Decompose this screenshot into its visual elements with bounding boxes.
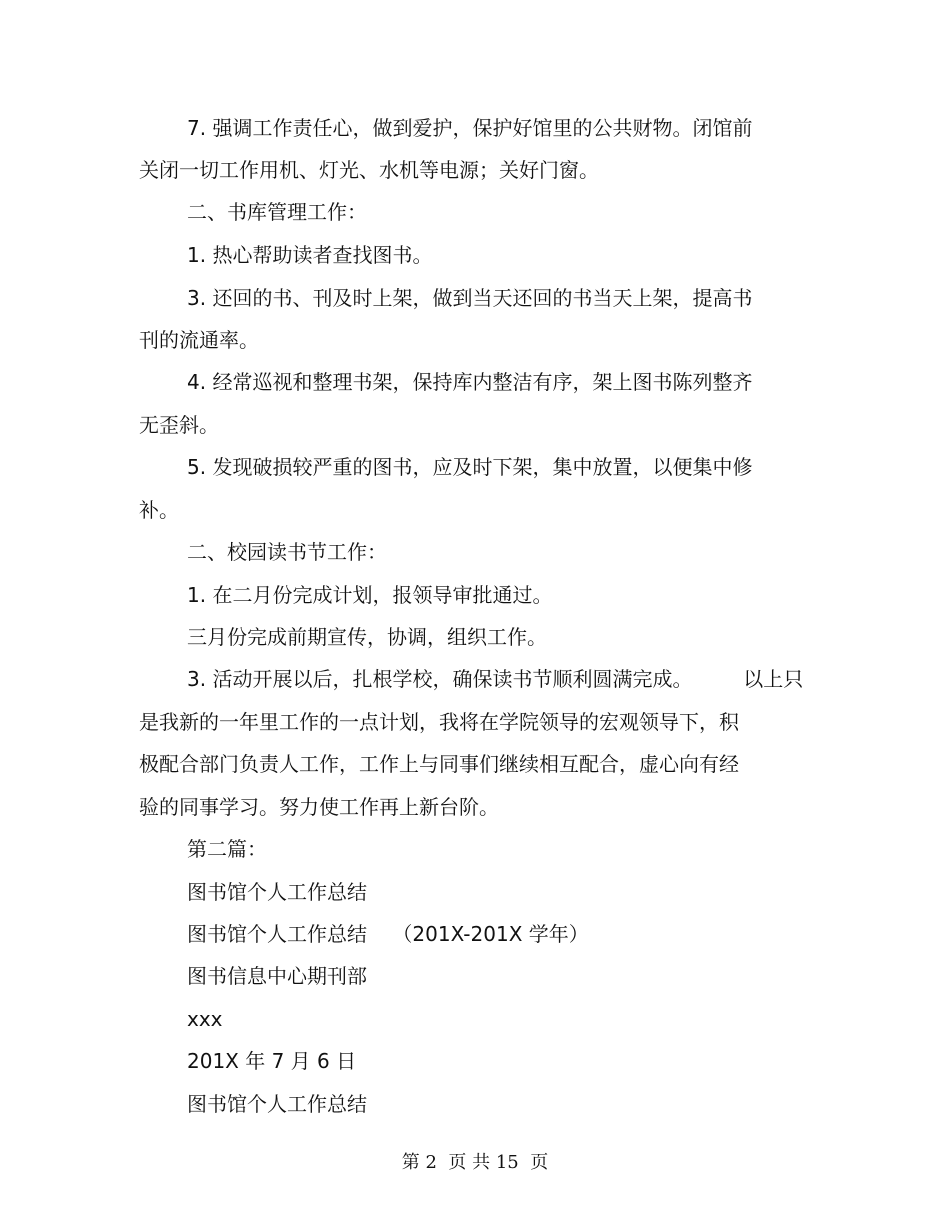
section-heading: 第二篇： <box>187 837 267 861</box>
text-line: 图书馆个人工作总结 <box>187 1092 367 1116</box>
text-line: 3. 还回的书、刊及时上架，做到当天还回的书当天上架，提高书 <box>187 286 753 310</box>
text-line: 4. 经常巡视和整理书架，保持库内整洁有序，架上图书陈列整齐 <box>187 370 753 394</box>
text-line: 图书信息中心期刊部 <box>187 964 367 988</box>
section-heading: 二、书库管理工作： <box>187 200 367 224</box>
section-heading: 二、校园读书节工作： <box>187 540 387 564</box>
text-line: 图书馆个人工作总结 <box>187 880 367 904</box>
text-line: 7. 强调工作责任心，做到爱护，保护好馆里的公共财物。闭馆前 <box>187 116 753 140</box>
text-line: 极配合部门负责人工作，工作上与同事们继续相互配合，虚心向有经 <box>139 752 739 776</box>
text-line: 3. 活动开展以后，扎根学校，确保读书节顺利圆满完成。 以上只 <box>187 667 804 691</box>
text-line: 201X 年 7 月 6 日 <box>187 1049 357 1073</box>
text-line: 三月份完成前期宣传，协调，组织工作。 <box>187 625 547 649</box>
text-line: 5. 发现破损较严重的图书，应及时下架，集中放置，以便集中修 <box>187 455 753 479</box>
text-line: 1. 热心帮助读者查找图书。 <box>187 243 433 267</box>
text-line: 1. 在二月份完成计划，报领导审批通过。 <box>187 583 553 607</box>
text-line: 是我新的一年里工作的一点计划，我将在学院领导的宏观领导下，积 <box>139 710 739 734</box>
text-line: 无歪斜。 <box>139 413 219 437</box>
text-line: xxx <box>187 1007 223 1031</box>
text-line: 验的同事学习。努力使工作再上新台阶。 <box>139 795 499 819</box>
text-line: 关闭一切工作用机、灯光、水机等电源；关好门窗。 <box>139 158 599 182</box>
page-number-footer: 第 2 页 共 15 页 <box>401 1152 549 1173</box>
text-line: 补。 <box>139 498 179 522</box>
text-line: 刊的流通率。 <box>139 328 259 352</box>
text-line: 图书馆个人工作总结 （201X-201X 学年） <box>187 922 589 946</box>
